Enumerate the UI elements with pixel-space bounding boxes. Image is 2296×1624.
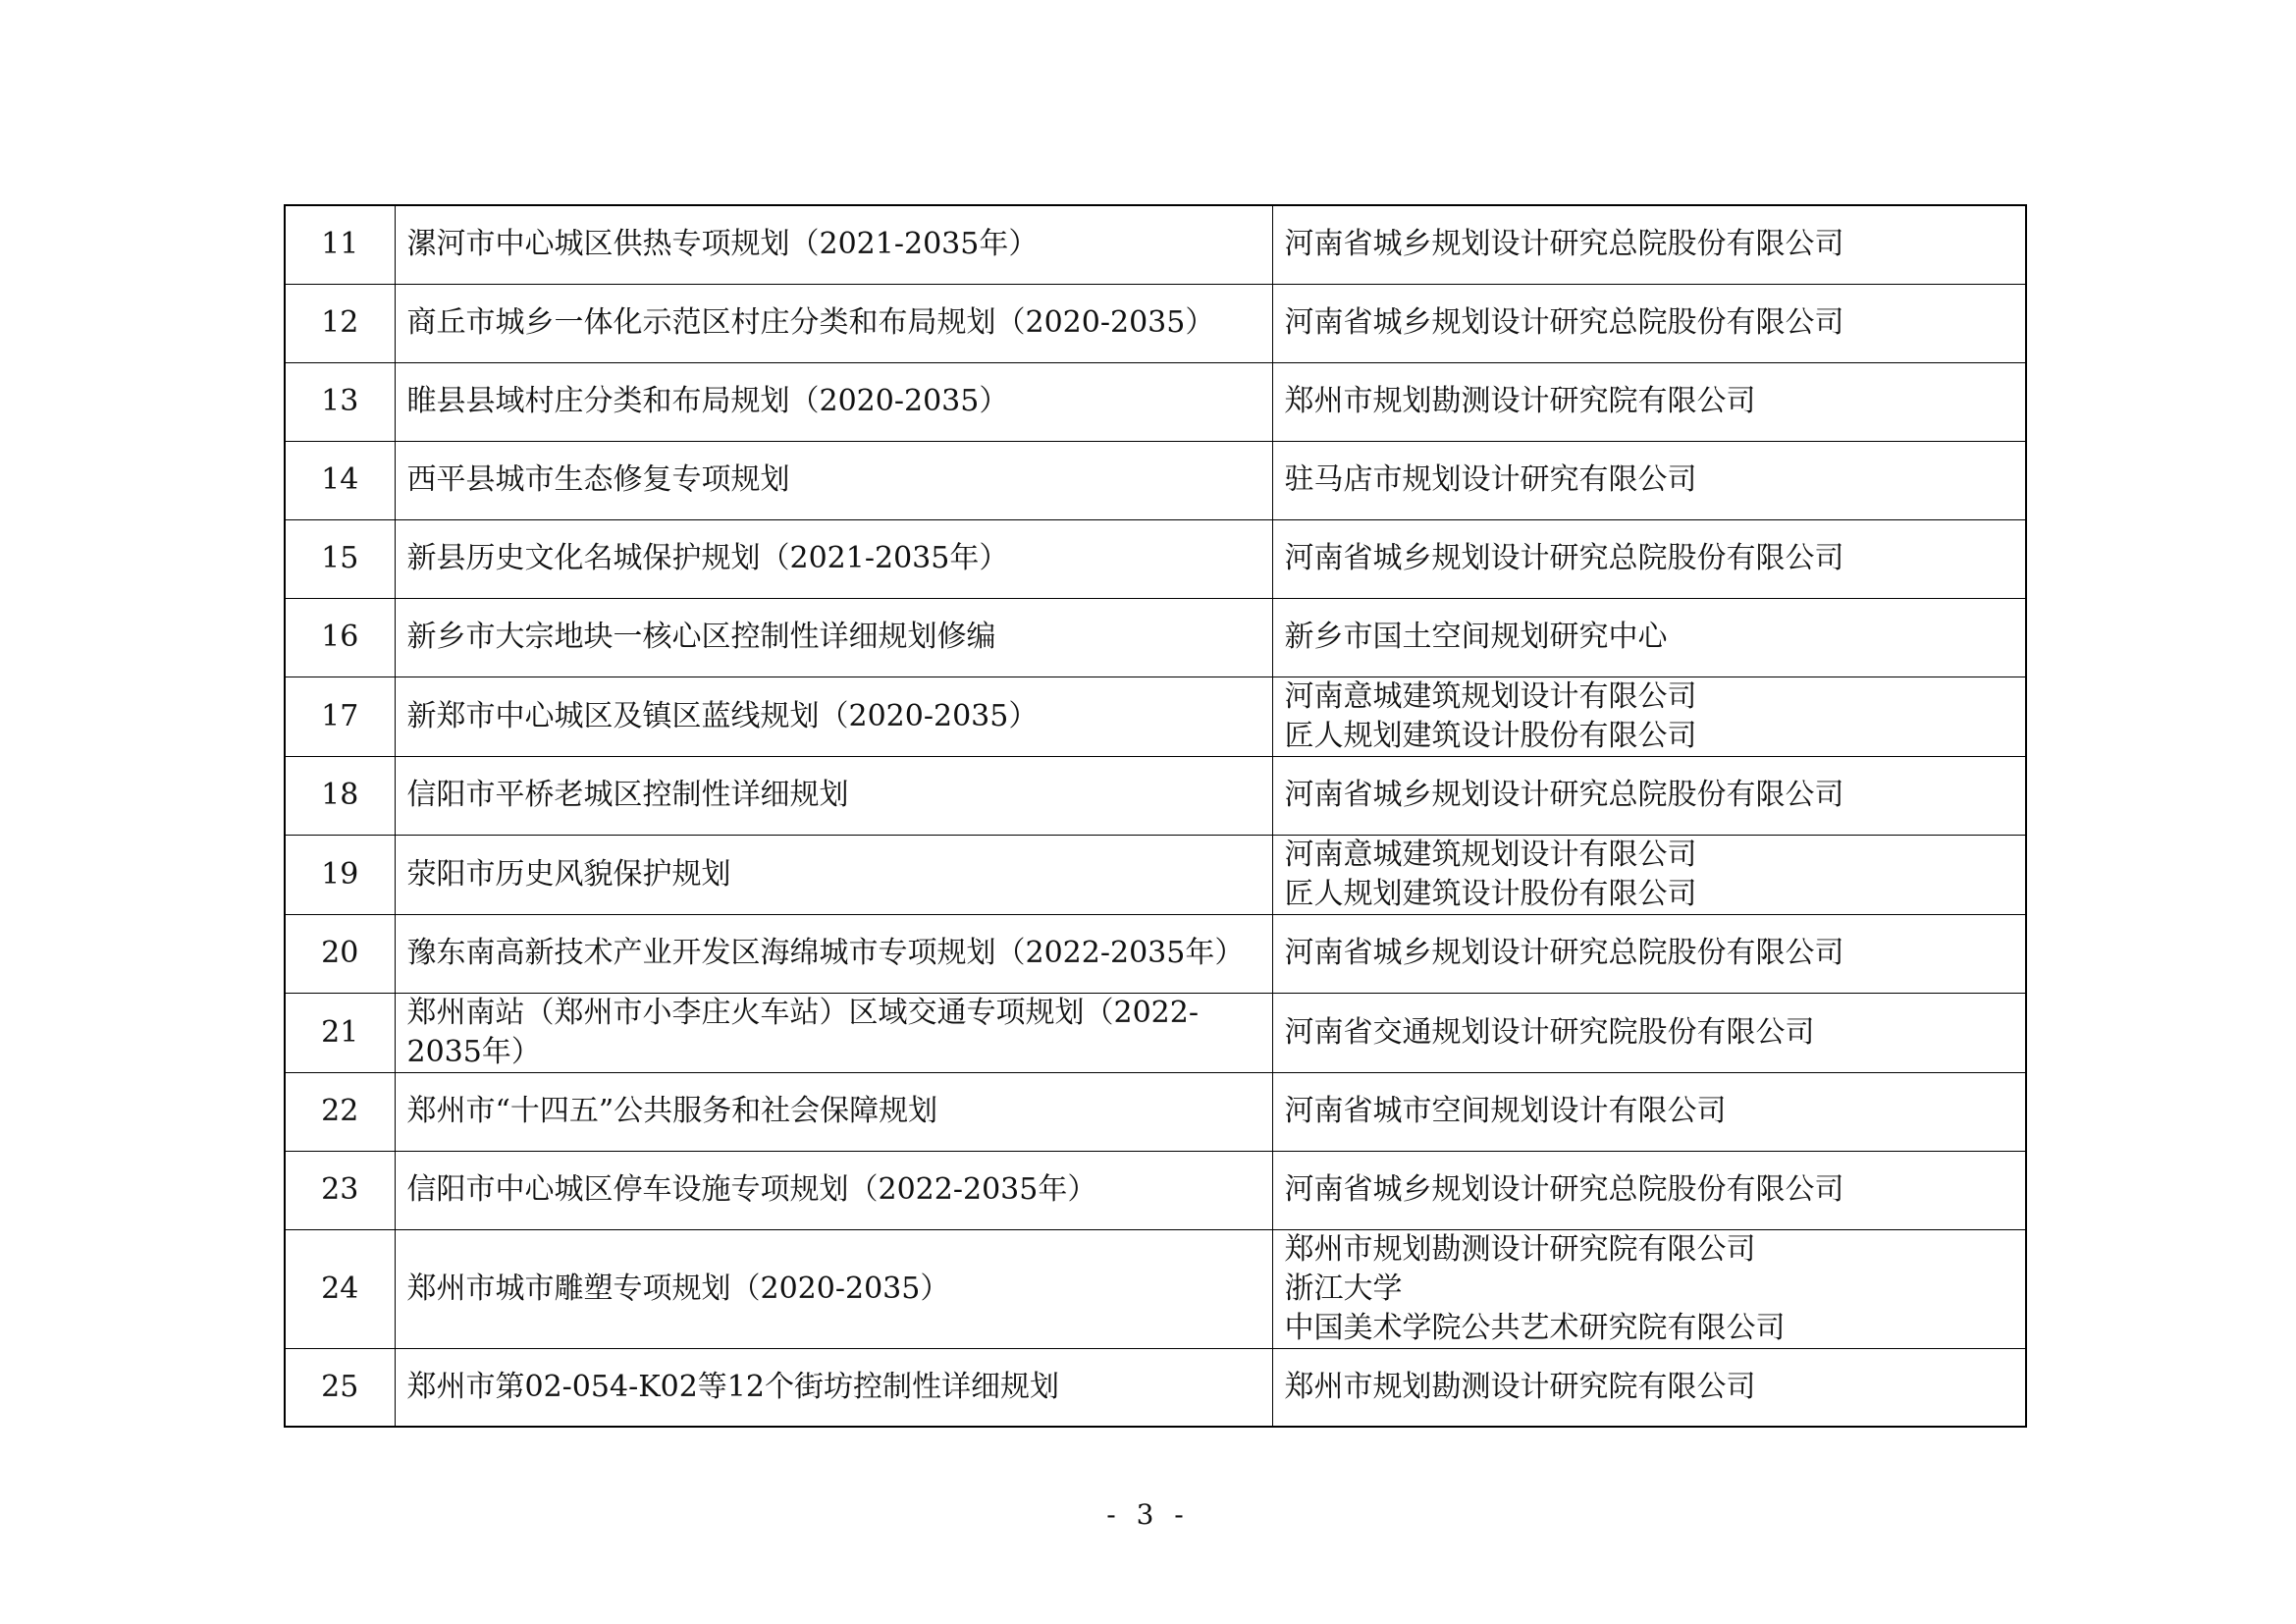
project-name: 郑州市第02-054-K02等12个街坊控制性详细规划 [395, 1348, 1272, 1427]
table-row [285, 441, 2026, 519]
table-row [285, 1348, 2026, 1427]
design-unit: 浙江大学 [1284, 1271, 1403, 1306]
design-unit: 匠人规划建筑设计股份有限公司 [1284, 876, 1697, 911]
project-name: 荥阳市历史风貌保护规划 [395, 835, 1272, 914]
design-unit: 郑州市规划勘测设计研究院有限公司 [1284, 384, 1756, 418]
table-row [285, 519, 2026, 598]
project-name: 漯河市中心城区供热专项规划（2021-2035年） [395, 205, 1272, 284]
table-row [285, 1072, 2026, 1151]
row-number: 15 [285, 519, 395, 598]
design-units [1272, 1072, 2026, 1151]
design-unit: 驻马店市规划设计研究有限公司 [1284, 462, 1697, 497]
design-unit: 中国美术学院公共艺术研究院有限公司 [1284, 1310, 1786, 1345]
design-units [1272, 441, 2026, 519]
design-units [1272, 362, 2026, 441]
design-units [1272, 993, 2026, 1072]
table-row [285, 598, 2026, 677]
row-number: 14 [285, 441, 395, 519]
page-number: - 3 - [1106, 1498, 1190, 1531]
design-unit: 河南意城建筑规划设计有限公司 [1284, 678, 1697, 714]
row-number: 20 [285, 914, 395, 993]
table-row [285, 993, 2026, 1072]
table-body [285, 205, 2026, 1427]
table-row [285, 362, 2026, 441]
table-row [285, 914, 2026, 993]
table-row [285, 1229, 2026, 1348]
design-units [1272, 835, 2026, 914]
design-unit: 河南省城乡规划设计研究总院股份有限公司 [1284, 1172, 1844, 1207]
design-units [1272, 756, 2026, 835]
design-units [1272, 1229, 2026, 1348]
row-number: 21 [285, 993, 395, 1072]
project-name: 郑州市“十四五”公共服务和社会保障规划 [395, 1072, 1272, 1151]
row-number: 23 [285, 1151, 395, 1229]
row-number: 17 [285, 677, 395, 756]
project-name-line: 2035年） [406, 1034, 541, 1069]
design-units [1272, 519, 2026, 598]
row-number: 25 [285, 1348, 395, 1427]
design-unit: 河南省城乡规划设计研究总院股份有限公司 [1284, 227, 1844, 262]
design-units [1272, 205, 2026, 284]
project-name: 郑州市城市雕塑专项规划（2020-2035） [395, 1229, 1272, 1348]
project-name: 新县历史文化名城保护规划（2021-2035年） [395, 519, 1272, 598]
project-name: 睢县县域村庄分类和布局规划（2020-2035） [395, 362, 1272, 441]
table-row [285, 205, 2026, 284]
row-number: 12 [285, 284, 395, 362]
project-name: 商丘市城乡一体化示范区村庄分类和布局规划（2020-2035） [395, 284, 1272, 362]
row-number: 18 [285, 756, 395, 835]
design-unit: 郑州市规划勘测设计研究院有限公司 [1284, 1369, 1756, 1404]
project-name-line: 郑州南站（郑州市小李庄火车站）区域交通专项规划（2022- [406, 995, 1199, 1030]
design-units [1272, 284, 2026, 362]
design-unit: 河南省城乡规划设计研究总院股份有限公司 [1284, 936, 1844, 970]
project-name: 豫东南高新技术产业开发区海绵城市专项规划（2022-2035年） [395, 914, 1272, 993]
design-units [1272, 1348, 2026, 1427]
project-name: 西平县城市生态修复专项规划 [395, 441, 1272, 519]
design-unit: 河南省城乡规划设计研究总院股份有限公司 [1284, 541, 1844, 575]
row-number: 11 [285, 205, 395, 284]
project-name [395, 993, 1272, 1072]
table-row [285, 1151, 2026, 1229]
design-unit: 匠人规划建筑设计股份有限公司 [1284, 718, 1697, 753]
row-number: 19 [285, 835, 395, 914]
project-name: 新乡市大宗地块一核心区控制性详细规划修编 [395, 598, 1272, 677]
design-unit: 河南省交通规划设计研究院股份有限公司 [1284, 1014, 1815, 1050]
row-number: 22 [285, 1072, 395, 1151]
project-list-table [284, 204, 2027, 1428]
design-unit: 河南省城乡规划设计研究总院股份有限公司 [1284, 778, 1844, 812]
table-row [285, 756, 2026, 835]
project-name: 信阳市中心城区停车设施专项规划（2022-2035年） [395, 1151, 1272, 1229]
table-row [285, 835, 2026, 914]
design-units [1272, 914, 2026, 993]
row-number: 24 [285, 1229, 395, 1348]
design-units [1272, 677, 2026, 756]
table-row [285, 284, 2026, 362]
design-unit: 河南省城乡规划设计研究总院股份有限公司 [1284, 305, 1844, 340]
row-number: 16 [285, 598, 395, 677]
row-number: 13 [285, 362, 395, 441]
design-unit: 郑州市规划勘测设计研究院有限公司 [1284, 1231, 1756, 1267]
design-unit: 河南省城市空间规划设计有限公司 [1284, 1094, 1727, 1128]
design-units [1272, 1151, 2026, 1229]
project-name: 新郑市中心城区及镇区蓝线规划（2020-2035） [395, 677, 1272, 756]
design-unit: 新乡市国土空间规划研究中心 [1284, 620, 1668, 654]
project-name: 信阳市平桥老城区控制性详细规划 [395, 756, 1272, 835]
design-unit: 河南意城建筑规划设计有限公司 [1284, 837, 1697, 872]
table-row [285, 677, 2026, 756]
design-units [1272, 598, 2026, 677]
